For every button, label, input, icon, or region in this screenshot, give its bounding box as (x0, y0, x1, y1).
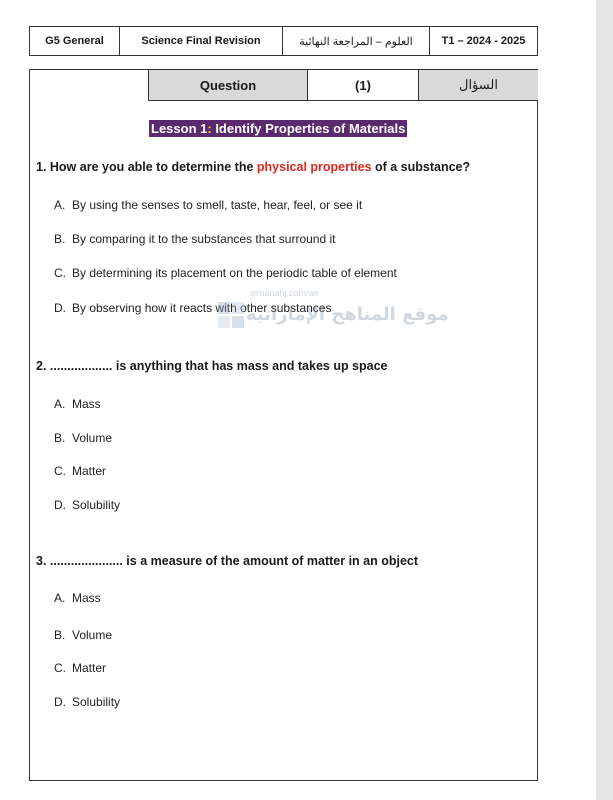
question-number: (1) (308, 70, 419, 100)
question-1-prefix: 1. How are you able to determine the (36, 160, 257, 174)
question-label-arabic: السؤال (419, 70, 538, 100)
question-1-option-d[interactable]: D. By observing how it reacts with other substances (54, 301, 332, 315)
question-1-highlight: physical properties (256, 160, 372, 174)
watermark-logo-icon (218, 302, 244, 328)
header-table (29, 26, 538, 56)
question-label: Question (149, 70, 308, 100)
header-term: T1 – 2024 - 2025 (441, 35, 526, 47)
question-1-suffix: of a substance? (371, 160, 471, 174)
lesson-name: Identify Properties of Materials (211, 121, 406, 136)
question-frame (29, 69, 538, 781)
watermark-text: موقع المناهج الإماراتية (246, 304, 449, 325)
question-3-option-d[interactable]: D. Solubility (54, 695, 121, 709)
question-3-option-c[interactable]: C. Matter (54, 661, 107, 675)
header-grade: G5 General (30, 27, 120, 55)
question-3-option-b[interactable]: B. Volume (54, 628, 113, 642)
lesson-prefix: Lesson 1 (151, 121, 208, 136)
question-1-option-c[interactable]: C. By determining its placement on the periodic table of element (54, 266, 397, 280)
question-2-option-a[interactable]: A. Mass (54, 397, 101, 411)
lesson-title (149, 120, 407, 137)
lesson-separator: : (207, 121, 212, 136)
watermark-site: almanahj.com/ae (250, 288, 319, 298)
question-2-option-d[interactable]: D. Solubility (54, 498, 121, 512)
question-1-option-b[interactable]: B. By comparing it to the substances that surround it (54, 232, 336, 246)
question-3: 3. ..................... is a measure of the amount of matter in an object (36, 554, 419, 568)
header-subject-arabic: العلوم – المراجعة النهائية (283, 27, 430, 55)
question-3-option-a[interactable]: A. Mass (54, 591, 101, 605)
question-2-option-b[interactable]: B. Volume (54, 431, 113, 445)
question-1-option-a[interactable]: A. By using the senses to smell, taste, hear, feel, or see it (54, 198, 363, 212)
page-edge (596, 0, 613, 800)
question-2-option-c[interactable]: C. Matter (54, 464, 107, 478)
watermark (218, 288, 449, 358)
question-2: 2. .................. is anything that has mass and takes up space (36, 359, 388, 373)
question-1 (36, 160, 470, 174)
header-subject: Science Final Revision (120, 27, 283, 55)
question-bar (148, 70, 538, 101)
